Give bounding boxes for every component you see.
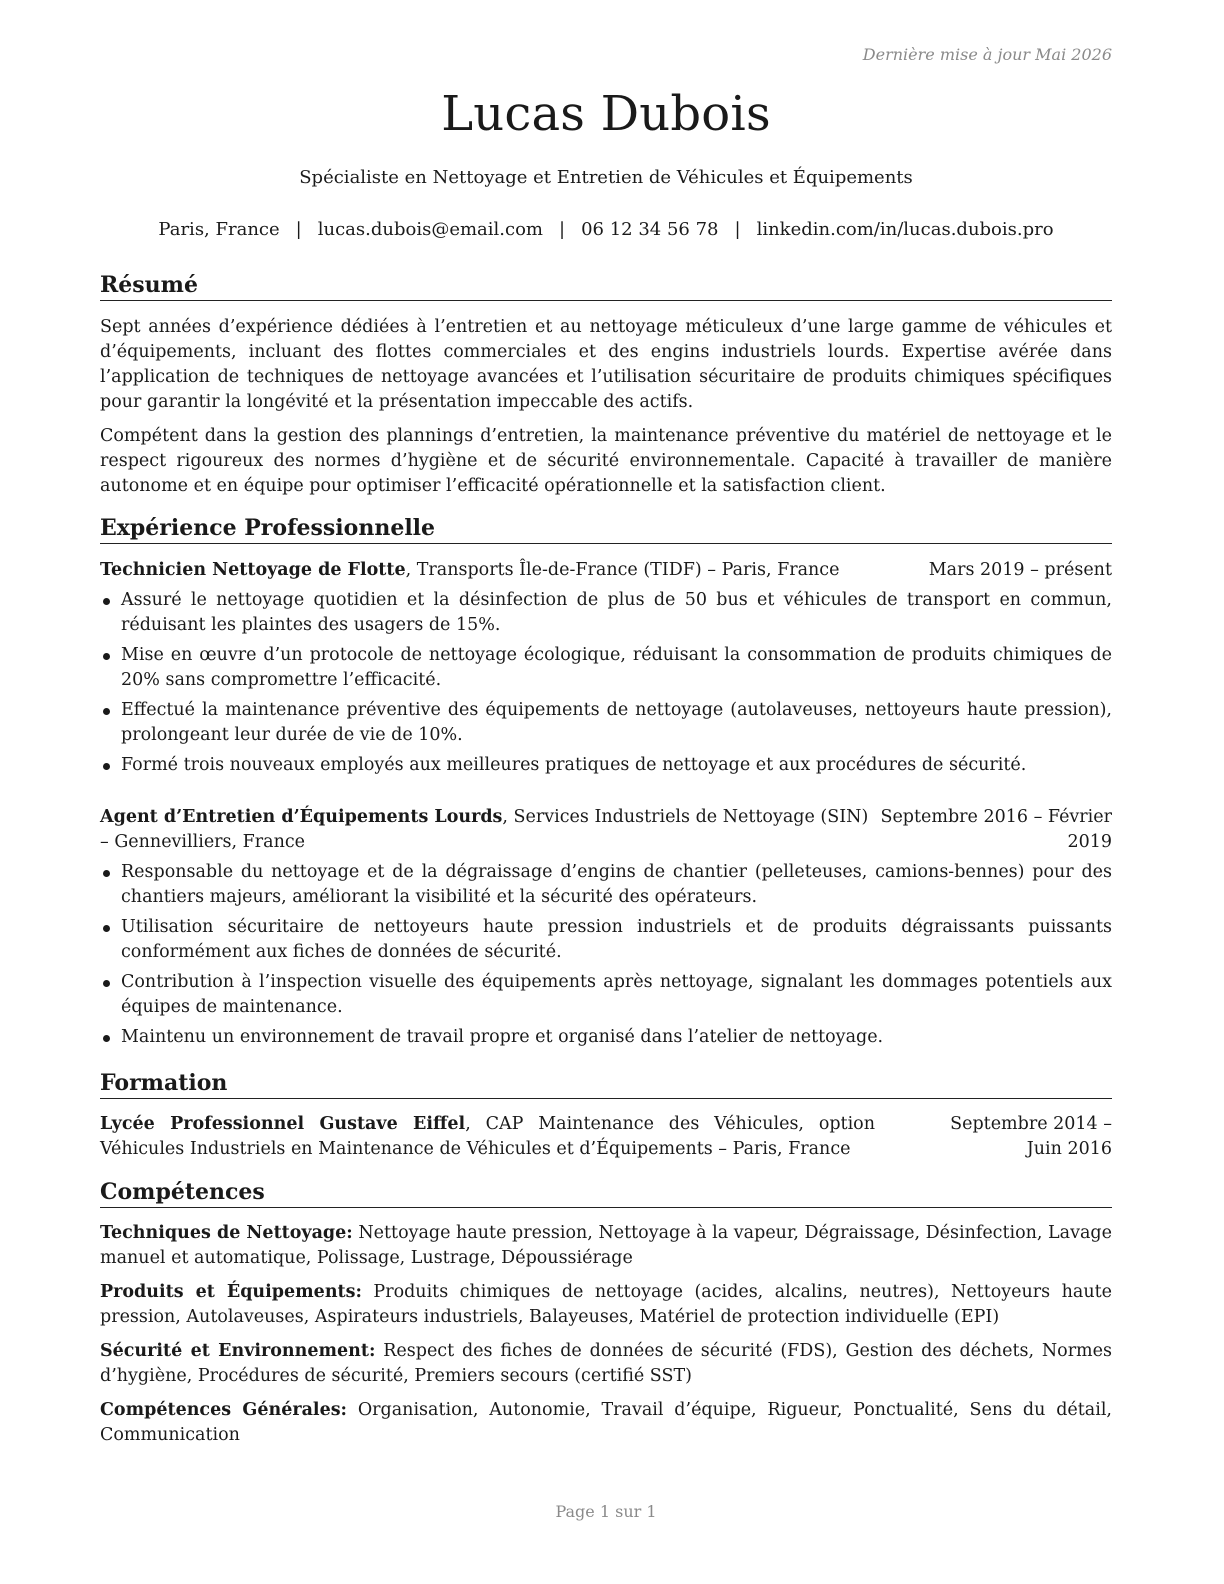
- contact-separator: |: [734, 219, 741, 240]
- job-dates: Mars 2019 – présent: [928, 560, 1112, 580]
- skill-label: Sécurité et Environnement:: [100, 1341, 376, 1361]
- contact-email[interactable]: lucas.dubois@email.com: [317, 219, 543, 240]
- list-item: Responsable du nettoyage et de la dégraissage d’engins de chantier (pelleteuses, camions-bennes) pour des chantiers majeurs, améliorant la visibilité et la sécurité des opérateurs.: [100, 860, 1112, 910]
- list-item: Contribution à l’inspection visuelle des équipements après nettoyage, signalant les dommages potentiels aux équipes de maintenance.: [100, 970, 1112, 1020]
- skill-value: Respect des fiches de données de sécurité (FDS), Gestion des déchets, Normes d’hygiène, Procédures de sécurité, Premiers secours (certifié SST): [100, 1341, 1112, 1386]
- list-item: Assuré le nettoyage quotidien et la désinfection de plus de 50 bus et véhicules de transport en commun, réduisant les plaintes des usagers de 15%.: [100, 588, 1112, 638]
- section-title-education: Formation: [100, 1069, 1112, 1099]
- skill-value: Nettoyage haute pression, Nettoyage à la vapeur, Dégraissage, Désinfection, Lavage manuel et automatique, Polissage, Lustrage, Dépoussiérage: [100, 1223, 1112, 1268]
- skill-label: Techniques de Nettoyage:: [100, 1223, 353, 1243]
- job-role: Technicien Nettoyage de Flotte: [100, 560, 406, 580]
- job-role: Agent d’Entretien d’Équipements Lourds: [100, 807, 503, 827]
- last-updated: Dernière mise à jour Mai 2026: [862, 45, 1112, 64]
- job-header: [100, 805, 1112, 855]
- job-title-line: [100, 805, 870, 855]
- education-details: , CAP Maintenance des Véhicules, option Véhicules Industriels en Maintenance de Véhicules et d’Équipements – Paris, France: [100, 1114, 875, 1159]
- section-title-experience: Expérience Professionnelle: [100, 514, 1112, 544]
- school-name: Lycée Professionnel Gustave Eiffel: [100, 1114, 466, 1134]
- education-dates: Septembre 2014 – Juin 2016: [950, 1114, 1112, 1159]
- job-header: [100, 558, 1112, 583]
- list-item: Utilisation sécuritaire de nettoyeurs haute pression industriels et de produits dégraissants puissants conformément aux fiches de données de sécurité.: [100, 915, 1112, 965]
- summary-paragraph-2: Compétent dans la gestion des plannings d’entretien, la maintenance préventive du matériel de nettoyage et le respect rigoureux des normes d’hygiène et de sécurité environnementale. Capacité à travailler de manière autonome et en équipe pour optimiser l’efficacité opérationnelle et la satisfaction client.: [100, 426, 1112, 496]
- education-entry: [100, 1112, 1112, 1162]
- contact-separator: |: [295, 219, 302, 240]
- section-title-summary: Résumé: [100, 271, 1112, 301]
- skill-line: [100, 1221, 1112, 1271]
- skill-label: Produits et Équipements:: [100, 1282, 362, 1302]
- section-title-skills: Compétences: [100, 1178, 1112, 1208]
- job-bullets: [100, 588, 1112, 783]
- education-line: [100, 1112, 875, 1162]
- skill-value: Produits chimiques de nettoyage (acides, alcalins, neutres), Nettoyeurs haute pression, Autolaveuses, Aspirateurs industriels, Balayeuses, Matériel de protection individuelle (EPI): [100, 1282, 1112, 1327]
- list-item: Formé trois nouveaux employés aux meilleures pratiques de nettoyage et aux procédures de sécurité.: [100, 753, 1112, 778]
- contact-separator: |: [559, 219, 566, 240]
- list-item: Mise en œuvre d’un protocole de nettoyage écologique, réduisant la consommation de produits chimiques de 20% sans compromettre l’efficacité.: [100, 643, 1112, 693]
- summary-paragraph-1: Sept années d’expérience dédiées à l’entretien et au nettoyage méticuleux d’une large gamme de véhicules et d’équipements, incluant des flottes commerciales et des engins industriels lourds. Expertise avérée dans l’application de techniques de nettoyage avancées et l’utilisation sécuritaire de produits chimiques spécifiques pour garantir la longévité et la présentation impeccable des actifs.: [100, 317, 1112, 412]
- page-number: Page 1 sur 1: [555, 1502, 657, 1521]
- contact-line: [100, 219, 1112, 240]
- list-item: Maintenu un environnement de travail propre et organisé dans l’atelier de nettoyage.: [100, 1025, 1112, 1050]
- contact-phone: 06 12 34 56 78: [581, 219, 719, 240]
- job-subtitle: Spécialiste en Nettoyage et Entretien de Véhicules et Équipements: [299, 167, 913, 188]
- job-details: , Transports Île-de-France (TIDF) – Paris, France: [405, 560, 840, 580]
- job-dates: Septembre 2016 – Février 2019: [880, 807, 1112, 852]
- job-title-line: [100, 558, 839, 583]
- skill-value: Organisation, Autonomie, Travail d’équipe, Rigueur, Ponctualité, Sens du détail, Communication: [100, 1400, 1112, 1445]
- skill-line: [100, 1339, 1112, 1389]
- job-bullets: [100, 860, 1112, 1055]
- list-item: Effectué la maintenance préventive des équipements de nettoyage (autolaveuses, nettoyeurs haute pression), prolongeant leur durée de vie de 10%.: [100, 698, 1112, 748]
- contact-location: Paris, France: [158, 219, 280, 240]
- candidate-name: Lucas Dubois: [441, 86, 771, 142]
- skill-line: [100, 1280, 1112, 1330]
- job-details: , Services Industriels de Nettoyage (SIN) – Gennevilliers, France: [100, 807, 869, 852]
- skill-label: Compétences Générales:: [100, 1400, 348, 1420]
- skill-line: [100, 1398, 1112, 1448]
- contact-linkedin[interactable]: linkedin.com/in/lucas.dubois.pro: [756, 219, 1054, 240]
